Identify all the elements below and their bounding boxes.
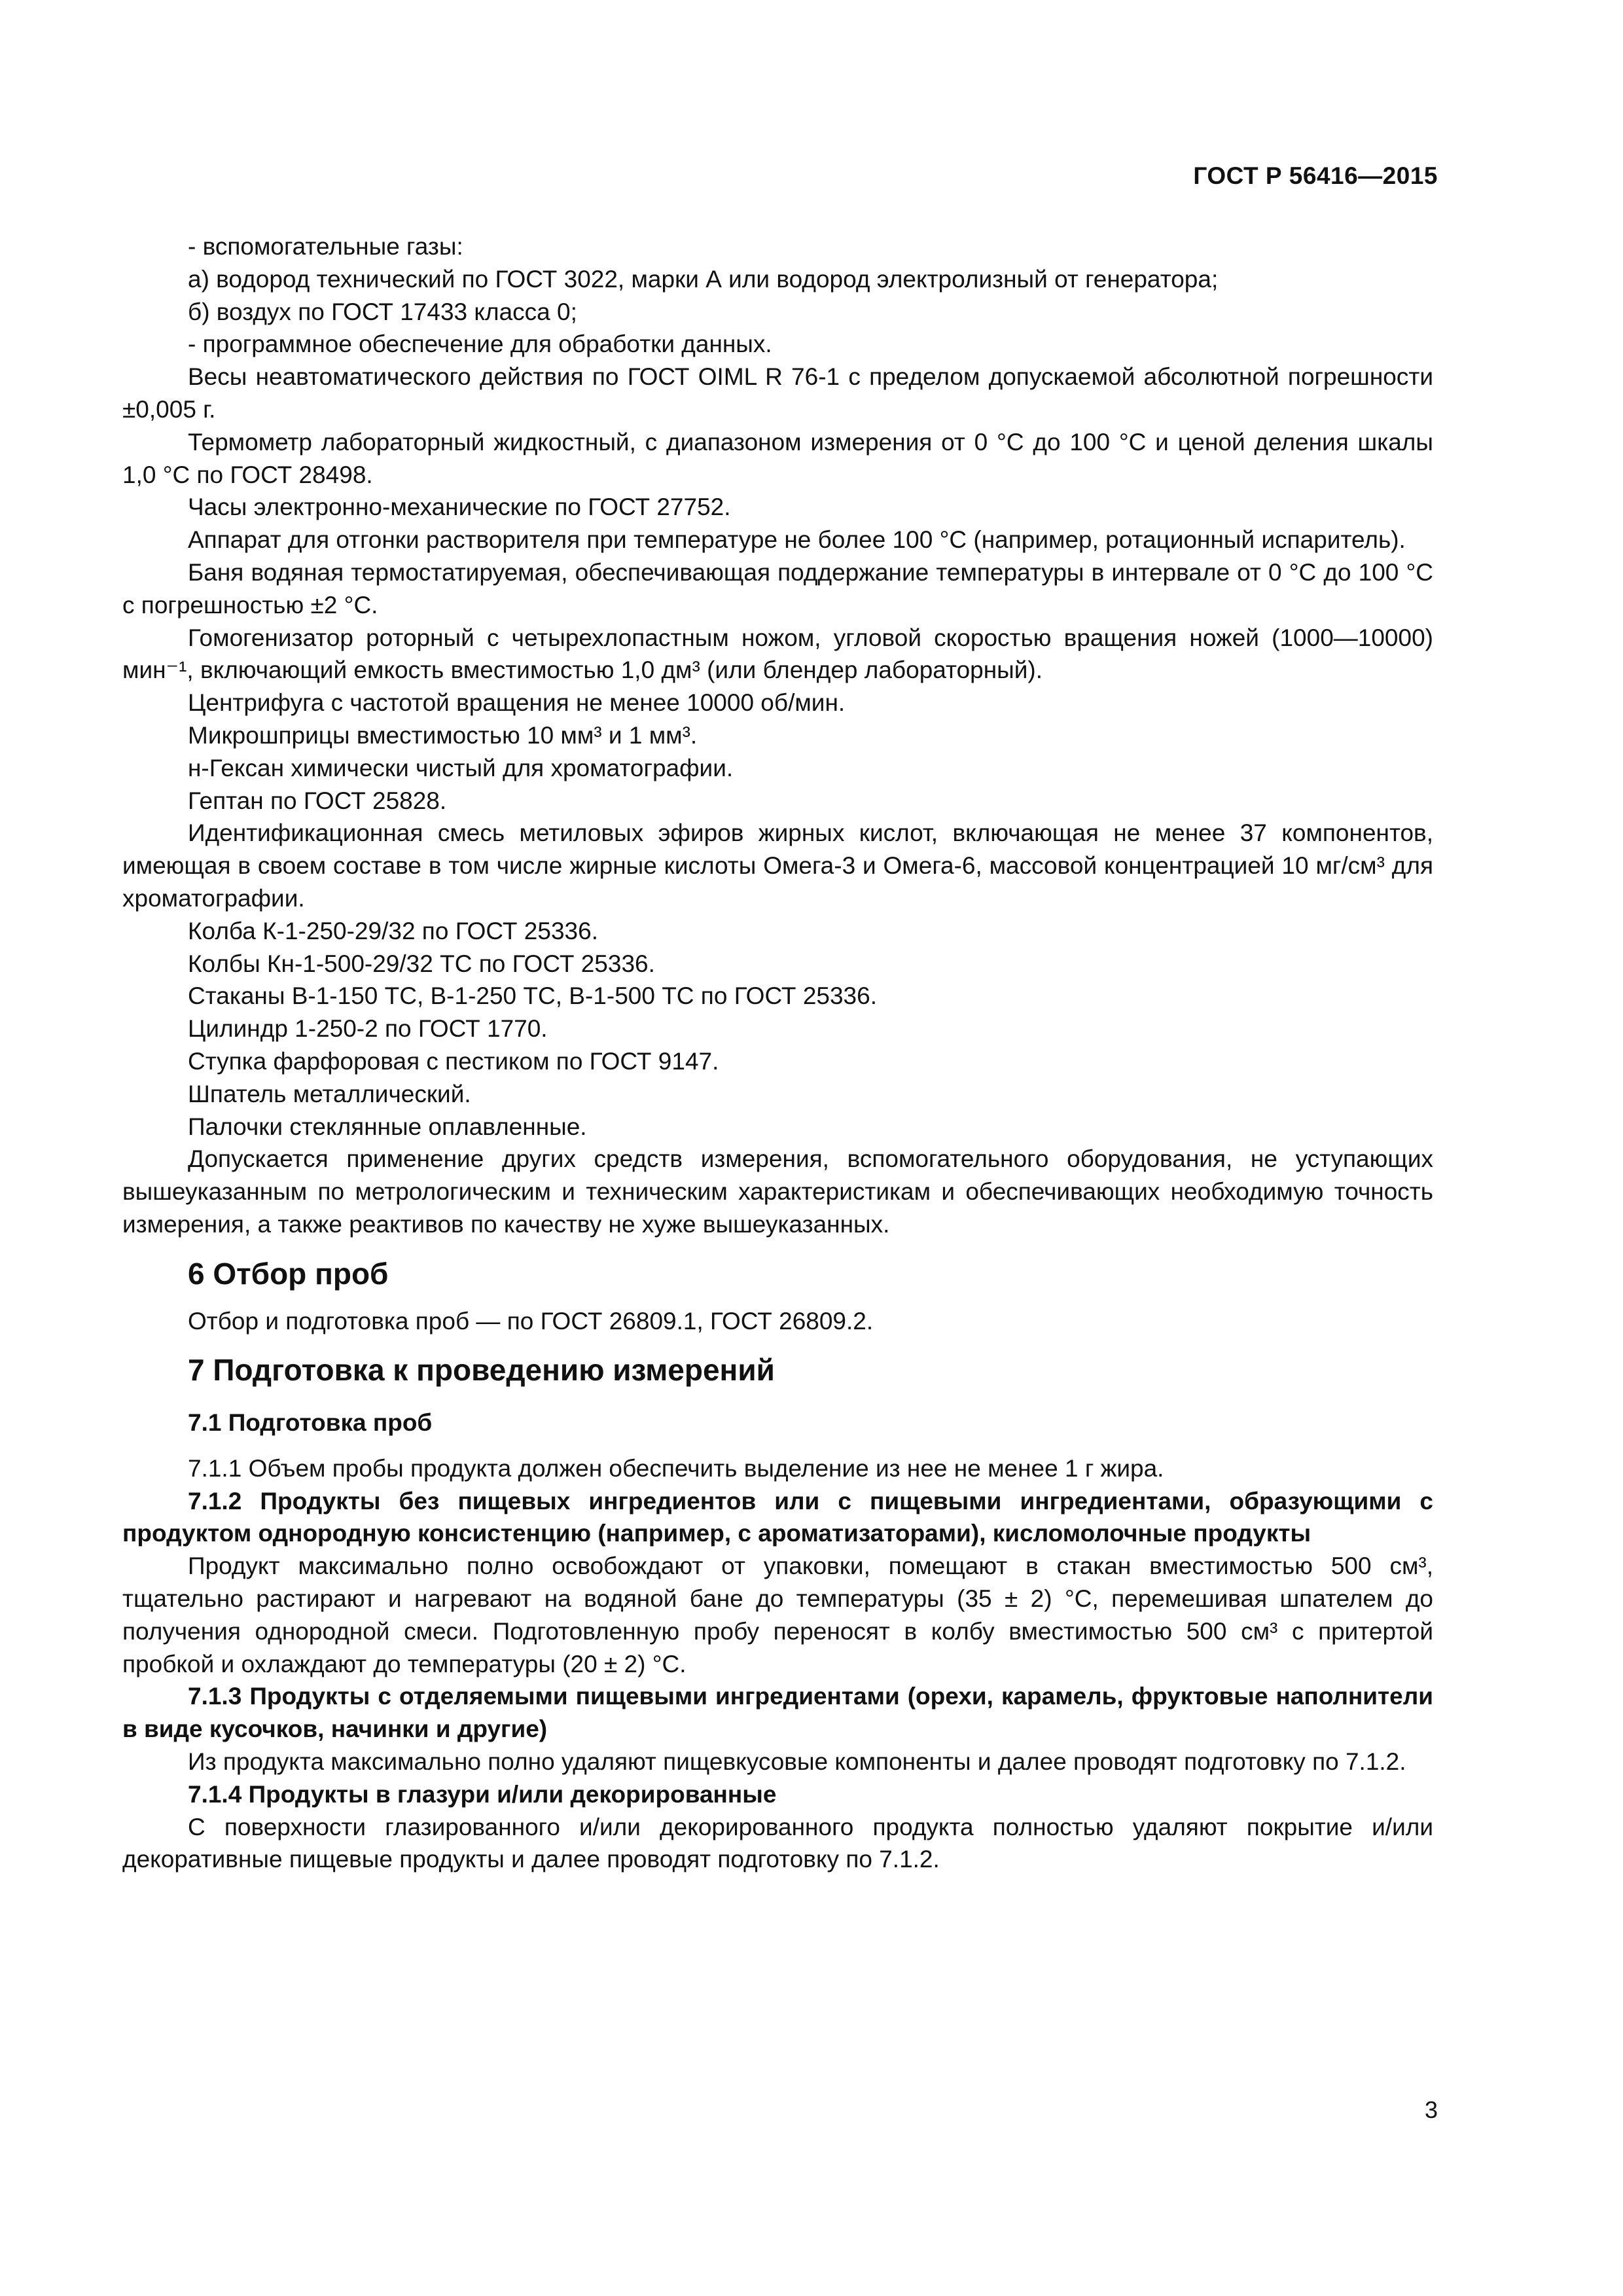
- paragraph: Гомогенизатор роторный с четырехлопастным ножом, угловой скоростью вращения ножей (1000—10000) мин⁻¹, включающий емкость вместимостью 1,0 дм³ (или блендер лабораторный).: [122, 624, 1433, 684]
- clause-7-1-4-heading: 7.1.4 Продукты в глазури и/или декорированные: [188, 1780, 777, 1808]
- paragraph: н-Гексан химически чистый для хроматографии.: [188, 754, 734, 781]
- section-6-heading: 6 Отбор проб: [188, 1256, 389, 1291]
- paragraph: Колбы Кн-1-500-29/32 ТС по ГОСТ 25336.: [188, 950, 655, 977]
- paragraph: Стаканы В-1-150 ТС, В-1-250 ТС, В-1-500 ТС по ГОСТ 25336.: [188, 982, 877, 1010]
- paragraph: Цилиндр 1-250-2 по ГОСТ 1770.: [188, 1015, 548, 1043]
- clause-7-1-1: 7.1.1 Объем пробы продукта должен обеспечить выделение из нее не менее 1 г жира.: [188, 1454, 1164, 1482]
- paragraph: б) воздух по ГОСТ 17433 класса 0;: [188, 298, 577, 325]
- paragraph: Аппарат для отгонки растворителя при температуре не более 100 °С (например, ротационный испаритель).: [188, 526, 1406, 554]
- paragraph: Гептан по ГОСТ 25828.: [188, 787, 447, 814]
- section-7-heading: 7 Подготовка к проведению измерений: [188, 1353, 775, 1388]
- paragraph: а) водород технический по ГОСТ 3022, марки А или водород электролизный от генератора;: [188, 265, 1219, 293]
- subsection-7-1-heading: 7.1 Подготовка проб: [188, 1409, 433, 1437]
- paragraph: Палочки стеклянные оплавленные.: [188, 1113, 587, 1140]
- paragraph: - вспомогательные газы:: [188, 233, 463, 260]
- page-number: 3: [1424, 2096, 1438, 2123]
- paragraph: Термометр лабораторный жидкостный, с диапазоном измерения от 0 °С до 100 °С и ценой деления шкалы 1,0 °С по ГОСТ 28498.: [122, 428, 1433, 488]
- paragraph: Допускается применение других средств измерения, вспомогательного оборудования, не уступающих вышеуказанным по метрологическим и техническим характеристикам и обеспечивающих необходимую точность измерения, а также реактивов по качеству не хуже вышеуказанных.: [122, 1145, 1433, 1238]
- paragraph: Идентификационная смесь метиловых эфиров жирных кислот, включающая не менее 37 компонентов, имеющая в своем составе в том числе жирные кислоты Омега-3 и Омега-6, массовой концентрацией 10 мг/см³ для хроматографии.: [122, 819, 1433, 912]
- paragraph: Шпатель металлический.: [188, 1080, 471, 1107]
- clause-7-1-2-heading: 7.1.2 Продукты без пищевых ингредиентов или с пищевыми ингредиентами, образующими с продуктом однородную консистенцию (например, с ароматизаторами), кисломолочные продукты: [122, 1487, 1433, 1547]
- paragraph: Центрифуга с частотой вращения не менее 10000 об/мин.: [188, 689, 846, 717]
- clause-7-1-3-text: Из продукта максимально полно удаляют пищевкусовые компоненты и далее проводят подготовку по 7.1.2.: [188, 1748, 1406, 1776]
- paragraph: Колба К-1-250-29/32 по ГОСТ 25336.: [188, 917, 598, 944]
- paragraph: Микрошприцы вместимостью 10 мм³ и 1 мм³.: [188, 721, 698, 749]
- document-header: ГОСТ Р 56416—2015: [1193, 162, 1438, 189]
- paragraph: Весы неавтоматического действия по ГОСТ OIML R 76-1 с пределом допускаемой абсолютной погрешности ±0,005 г.: [122, 363, 1433, 423]
- section-6-text: Отбор и подготовка проб — по ГОСТ 26809.1, ГОСТ 26809.2.: [188, 1307, 874, 1335]
- paragraph: Баня водяная термостатируемая, обеспечивающая поддержание температуры в интервале от 0 °С до 100 °С с погрешностью ±2 °С.: [122, 558, 1433, 619]
- clause-7-1-4-text: С поверхности глазированного и/или декорированного продукта полностью удаляют покрытие и/или декоративные пищевые продукты и далее проводят подготовку по 7.1.2.: [122, 1813, 1433, 1873]
- clause-7-1-2-text: Продукт максимально полно освобождают от упаковки, помещают в стакан вместимостью 500 см³, тщательно растирают и нагревают на водяной бане до температуры (35 ± 2) °С, перемешивая шпателем до получения однородной смеси. Подготовленную пробу переносят в колбу вместимостью 500 см³ с притертой пробкой и охлаждают до температуры (20 ± 2) °С.: [122, 1552, 1433, 1677]
- paragraph: Часы электронно-механические по ГОСТ 27752.: [188, 493, 731, 521]
- document-body: [122, 230, 1433, 1876]
- clause-7-1-3-heading: 7.1.3 Продукты с отделяемыми пищевыми ингредиентами (орехи, карамель, фруктовые наполнители в виде кусочков, начинки и другие): [122, 1683, 1433, 1743]
- paragraph: - программное обеспечение для обработки данных.: [188, 331, 772, 358]
- paragraph: Ступка фарфоровая с пестиком по ГОСТ 9147.: [188, 1047, 719, 1075]
